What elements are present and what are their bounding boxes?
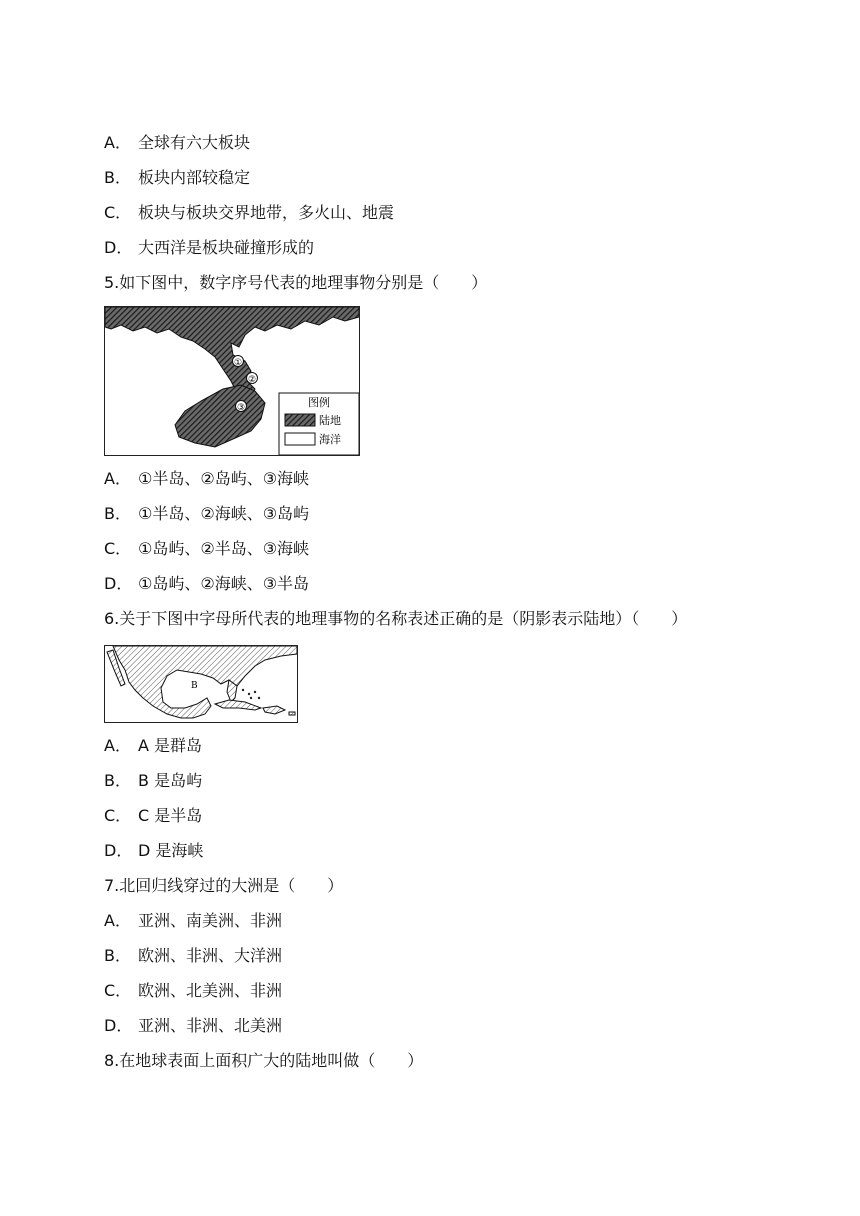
q5-stem: 5.如下图中，数字序号代表的地理事物分别是（ ） bbox=[104, 273, 488, 292]
q8-stem: 8.在地球表面上面积广大的陆地叫做（ ） bbox=[104, 1051, 424, 1070]
q4-option-c: C． 板块与板块交界地带，多火山、地震 bbox=[104, 203, 395, 222]
hispaniola-shape bbox=[263, 706, 285, 714]
q5-option-c: C． ①岛屿、②半岛、③海峡 bbox=[104, 539, 310, 558]
q6-option-d: D． D 是海峡 bbox=[104, 841, 204, 860]
q7-stem: 7.北回归线穿过的大洲是（ ） bbox=[104, 876, 344, 895]
q7-option-b: B． 欧洲、非洲、大洋洲 bbox=[104, 946, 283, 965]
marker-3: ③ bbox=[236, 403, 246, 413]
q4-option-b: B． 板块内部较稳定 bbox=[104, 168, 251, 187]
q6-option-b: B． B 是岛屿 bbox=[104, 771, 203, 790]
q5-option-b: B． ①半岛、②海峡、③岛屿 bbox=[104, 504, 310, 523]
legend-title: 图例 bbox=[308, 396, 330, 409]
puerto-rico-shape bbox=[289, 712, 295, 715]
q4-option-a: A． 全球有六大板块 bbox=[104, 133, 251, 152]
q6-map-figure bbox=[105, 646, 297, 722]
legend-sea-label: 海洋 bbox=[319, 433, 341, 446]
label-b: B bbox=[191, 681, 198, 691]
island-shape bbox=[175, 385, 265, 447]
q5-option-a: A． ①半岛、②岛屿、③海峡 bbox=[104, 469, 310, 488]
q5-map-figure bbox=[105, 307, 359, 455]
q6-option-c: C． C 是半岛 bbox=[104, 806, 203, 825]
q6-stem: 6.关于下图中字母所代表的地理事物的名称表述正确的是（阴影表示陆地）（ ） bbox=[104, 609, 688, 628]
q6-option-a: A． A 是群岛 bbox=[104, 736, 203, 755]
q5-map bbox=[104, 306, 360, 456]
marker-1: ① bbox=[233, 358, 243, 368]
q4-option-d: D． 大西洋是板块碰撞形成的 bbox=[104, 238, 315, 257]
q7-option-c: C． 欧洲、北美洲、非洲 bbox=[104, 981, 283, 1000]
legend-land-label: 陆地 bbox=[319, 414, 341, 427]
legend-sea-swatch bbox=[285, 433, 315, 445]
marker-2: ② bbox=[247, 375, 257, 385]
q7-option-d: D． 亚洲、非洲、北美洲 bbox=[104, 1016, 283, 1035]
cuba-shape bbox=[215, 700, 261, 710]
map-legend bbox=[279, 393, 359, 455]
q5-option-d: D． ①岛屿、②海峡、③半岛 bbox=[104, 574, 310, 593]
mainland-shape bbox=[105, 307, 359, 397]
legend-land-swatch bbox=[285, 414, 315, 426]
q6-map bbox=[104, 645, 298, 723]
q7-option-a: A． 亚洲、南美洲、非洲 bbox=[104, 911, 283, 930]
